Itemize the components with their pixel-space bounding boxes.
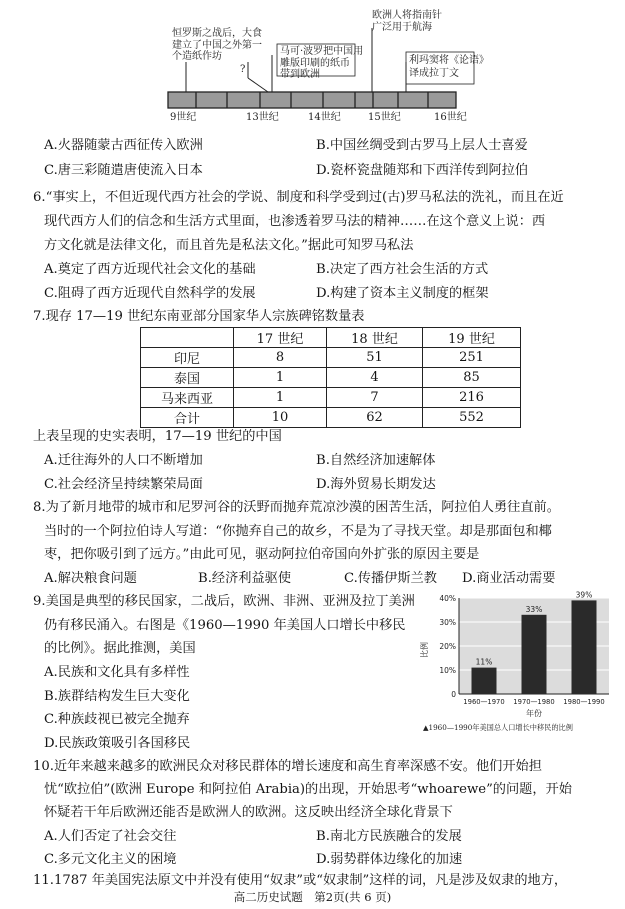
page-footer: 高二历史试题 第2页(共 6 页): [233, 890, 392, 904]
q10-option-a: A.人们否定了社会交往: [44, 829, 177, 844]
q8-option-b: B.经济利益驱使: [198, 571, 292, 586]
q8-stem-line-2: 当时的一个阿拉伯诗人写道：“你抛弃自己的故乡，不是为了寻找天堂。却是那面包和椰: [44, 524, 552, 539]
q6-option-b: B.决定了西方社会生活的方式: [316, 262, 489, 277]
chart-bar: [472, 668, 497, 694]
table-cell: 1: [234, 368, 327, 388]
q6-option-c: C.阻碍了西方近现代自然科学的发展: [44, 286, 256, 301]
timeline-note-1-line-1: 恒罗斯之战后，大食: [172, 28, 262, 39]
q7-table: [140, 327, 521, 428]
q6-option-a: A.奠定了西方近现代社会文化的基础: [44, 262, 256, 277]
q7-option-a: A.迁往海外的人口不断增加: [44, 453, 203, 468]
table-cell: 216: [423, 388, 521, 408]
q5-option-b: B.中国丝绸受到古罗马上层人士喜爱: [316, 138, 528, 153]
q5-option-a: A.火器随蒙古西征传入欧洲: [44, 138, 203, 153]
chart-value-label: 39%: [575, 590, 593, 600]
timeline-tick-13c: 13世纪: [246, 112, 279, 123]
chart-y-tick-label: 0: [451, 690, 456, 699]
timeline-tick-14c: 14世纪: [308, 112, 341, 123]
q5-option-c: C.唐三彩随遣唐使流入日本: [44, 163, 203, 178]
q10-stem-line-1: 10.近年来越来越多的欧洲民众对移民群体的增长速度和高生育率深感不安。他们开始担: [33, 759, 542, 774]
chart-caption: ▲1960—1990年美国总人口增长中移民的比例: [423, 723, 573, 732]
chart-y-ticks: [439, 594, 456, 699]
timeline-tick-9c: 9世纪: [170, 112, 197, 123]
q9-stem-line-2: 仍有移民涌入。右图是《1960—1990 年美国人口增长中移民: [44, 618, 406, 633]
table-cell: 51: [327, 348, 423, 368]
chart-value-label: 11%: [475, 657, 493, 667]
q9-option-b: B.族群结构发生巨大变化: [44, 689, 190, 704]
chart-x-tick-label: 1980—1990: [563, 698, 605, 706]
table-cell: 10: [234, 408, 327, 428]
chart-y-tick-label: 20%: [439, 642, 456, 651]
table-header-cell: 18 世纪: [327, 328, 423, 348]
table-cell: 1: [234, 388, 327, 408]
q8-stem-line-3: 枣，把你吸引到了远方。”由此可见，驱动阿拉伯帝国向外扩张的原因主要是: [44, 547, 480, 562]
q9-stem-line-1: 9.美国是典型的移民国家，二战后，欧洲、非洲、亚洲及拉丁美洲: [33, 594, 415, 609]
q8-option-a: A.解决粮食问题: [44, 571, 137, 586]
table-cell: 合计: [141, 408, 234, 428]
table-cell: 251: [423, 348, 521, 368]
chart-bar: [522, 615, 547, 694]
q7-after-table: 上表呈现的史实表明，17—19 世纪的中国: [33, 429, 282, 444]
q9-option-c: C.种族歧视已被完全抛弃: [44, 712, 190, 727]
q9-option-d: D.民族政策吸引各国移民: [44, 736, 191, 751]
q5-option-d: D.瓷杯瓷盘随郑和下西洋传到阿拉伯: [316, 163, 529, 178]
chart-x-tick-label: 1970—1980: [513, 698, 555, 706]
chart-value-label: 33%: [525, 604, 543, 614]
table-header-cell: [141, 328, 234, 348]
timeline-note-2-line-2: 雕版印刷的纸币带到欧洲: [280, 58, 350, 80]
table-cell: 4: [327, 368, 423, 388]
chart-bar: [572, 600, 597, 694]
q10-stem-line-2: 忧“欧拉伯”(欧洲 Europe 和阿拉伯 Arabia)的出现，开始思考“whoarewe”的问题，开始: [44, 782, 572, 797]
q7-option-c: C.社会经济呈持续繁荣局面: [44, 477, 203, 492]
timeline-note-4-line-1: 利玛窦将《论语》: [409, 55, 489, 66]
chart-y-tick-label: 10%: [439, 666, 456, 675]
chart-y-tick-label: 30%: [439, 618, 456, 627]
q9-stem-line-3: 的比例》。据此推测，美国: [44, 641, 196, 656]
timeline-note-3-line-2: 广泛用于航海: [372, 22, 432, 33]
timeline-question-marker: ?: [240, 64, 246, 75]
chart-x-label: 年份: [526, 709, 542, 718]
chart-y-label: 比例: [420, 642, 429, 658]
chart-x-ticks: [463, 698, 604, 706]
q6-option-d: D.构建了资本主义制度的框架: [316, 286, 489, 301]
table-cell: 泰国: [141, 368, 234, 388]
table-cell: 85: [423, 368, 521, 388]
table-row: [141, 408, 521, 428]
timeline-note-3-line-1: 欧洲人将指南针: [372, 10, 442, 21]
q6-stem-line-1: 6.“事实上，不但近现代西方社会的学说、制度和科学受到过(古)罗马私法的洗礼，而且在近: [33, 190, 564, 205]
timeline-note-1-line-2: 建立了中国之外第一个造纸作坊: [172, 40, 262, 62]
table-row: [141, 388, 521, 408]
timeline-tick-15c: 15世纪: [368, 112, 401, 123]
timeline-note-2-line-1: 马可·波罗把中国用: [280, 46, 364, 57]
table-row: [141, 368, 521, 388]
table-cell: 62: [327, 408, 423, 428]
timeline-note-4-line-2: 译成拉丁文: [409, 68, 459, 79]
table-header-cell: 19 世纪: [423, 328, 521, 348]
timeline-tick-16c: 16世纪: [434, 112, 467, 123]
q10-stem-line-3: 怀疑若干年后欧洲还能否是欧洲人的欧洲。这反映出经济全球化背景下: [44, 805, 453, 820]
q8-stem-line-1: 8.为了新月地带的城市和尼罗河谷的沃野而抛弃荒凉沙漠的困苦生活，阿拉伯人勇往直前。: [33, 500, 560, 515]
table-cell: 8: [234, 348, 327, 368]
table-cell: 马来西亚: [141, 388, 234, 408]
chart-x-tick-label: 1960—1970: [463, 698, 505, 706]
q10-option-d: D.弱势群体边缘化的加速: [316, 852, 463, 867]
table-cell: 印尼: [141, 348, 234, 368]
table-cell: 552: [423, 408, 521, 428]
chart-y-tick-label: 40%: [439, 594, 456, 603]
timeline-bar: [168, 92, 456, 108]
q7-option-b: B.自然经济加速解体: [316, 453, 436, 468]
immigration-bar-chart: [413, 590, 613, 738]
q7-option-d: D.海外贸易长期发达: [316, 477, 436, 492]
q6-stem-line-2: 现代西方人们的信念和生活方式里面，也渗透着罗马法的精神……在这个意义上说：西: [44, 214, 546, 229]
table-header-row: [141, 328, 521, 348]
q6-stem-line-3: 方文化就是法律文化，而且首先是私法文化。”据此可知罗马私法: [44, 238, 414, 253]
q9-option-a: A.民族和文化具有多样性: [44, 665, 190, 680]
q10-option-b: B.南北方民族融合的发展: [316, 829, 462, 844]
q8-option-d: D.商业活动需要: [462, 571, 556, 586]
q8-option-c: C.传播伊斯兰教: [344, 571, 437, 586]
table-cell: 7: [327, 388, 423, 408]
q11-stem-line-1: 11.1787 年美国宪法原文中并没有使用“奴隶”或“奴隶制”这样的词，凡是涉及奴隶的地方，: [33, 873, 568, 888]
q10-option-c: C.多元文化主义的困境: [44, 852, 177, 867]
q7-stem: 7.现存 17—19 世纪东南亚部分国家华人宗族碑铭数量表: [33, 309, 365, 324]
table-row: [141, 348, 521, 368]
table-header-cell: 17 世纪: [234, 328, 327, 348]
